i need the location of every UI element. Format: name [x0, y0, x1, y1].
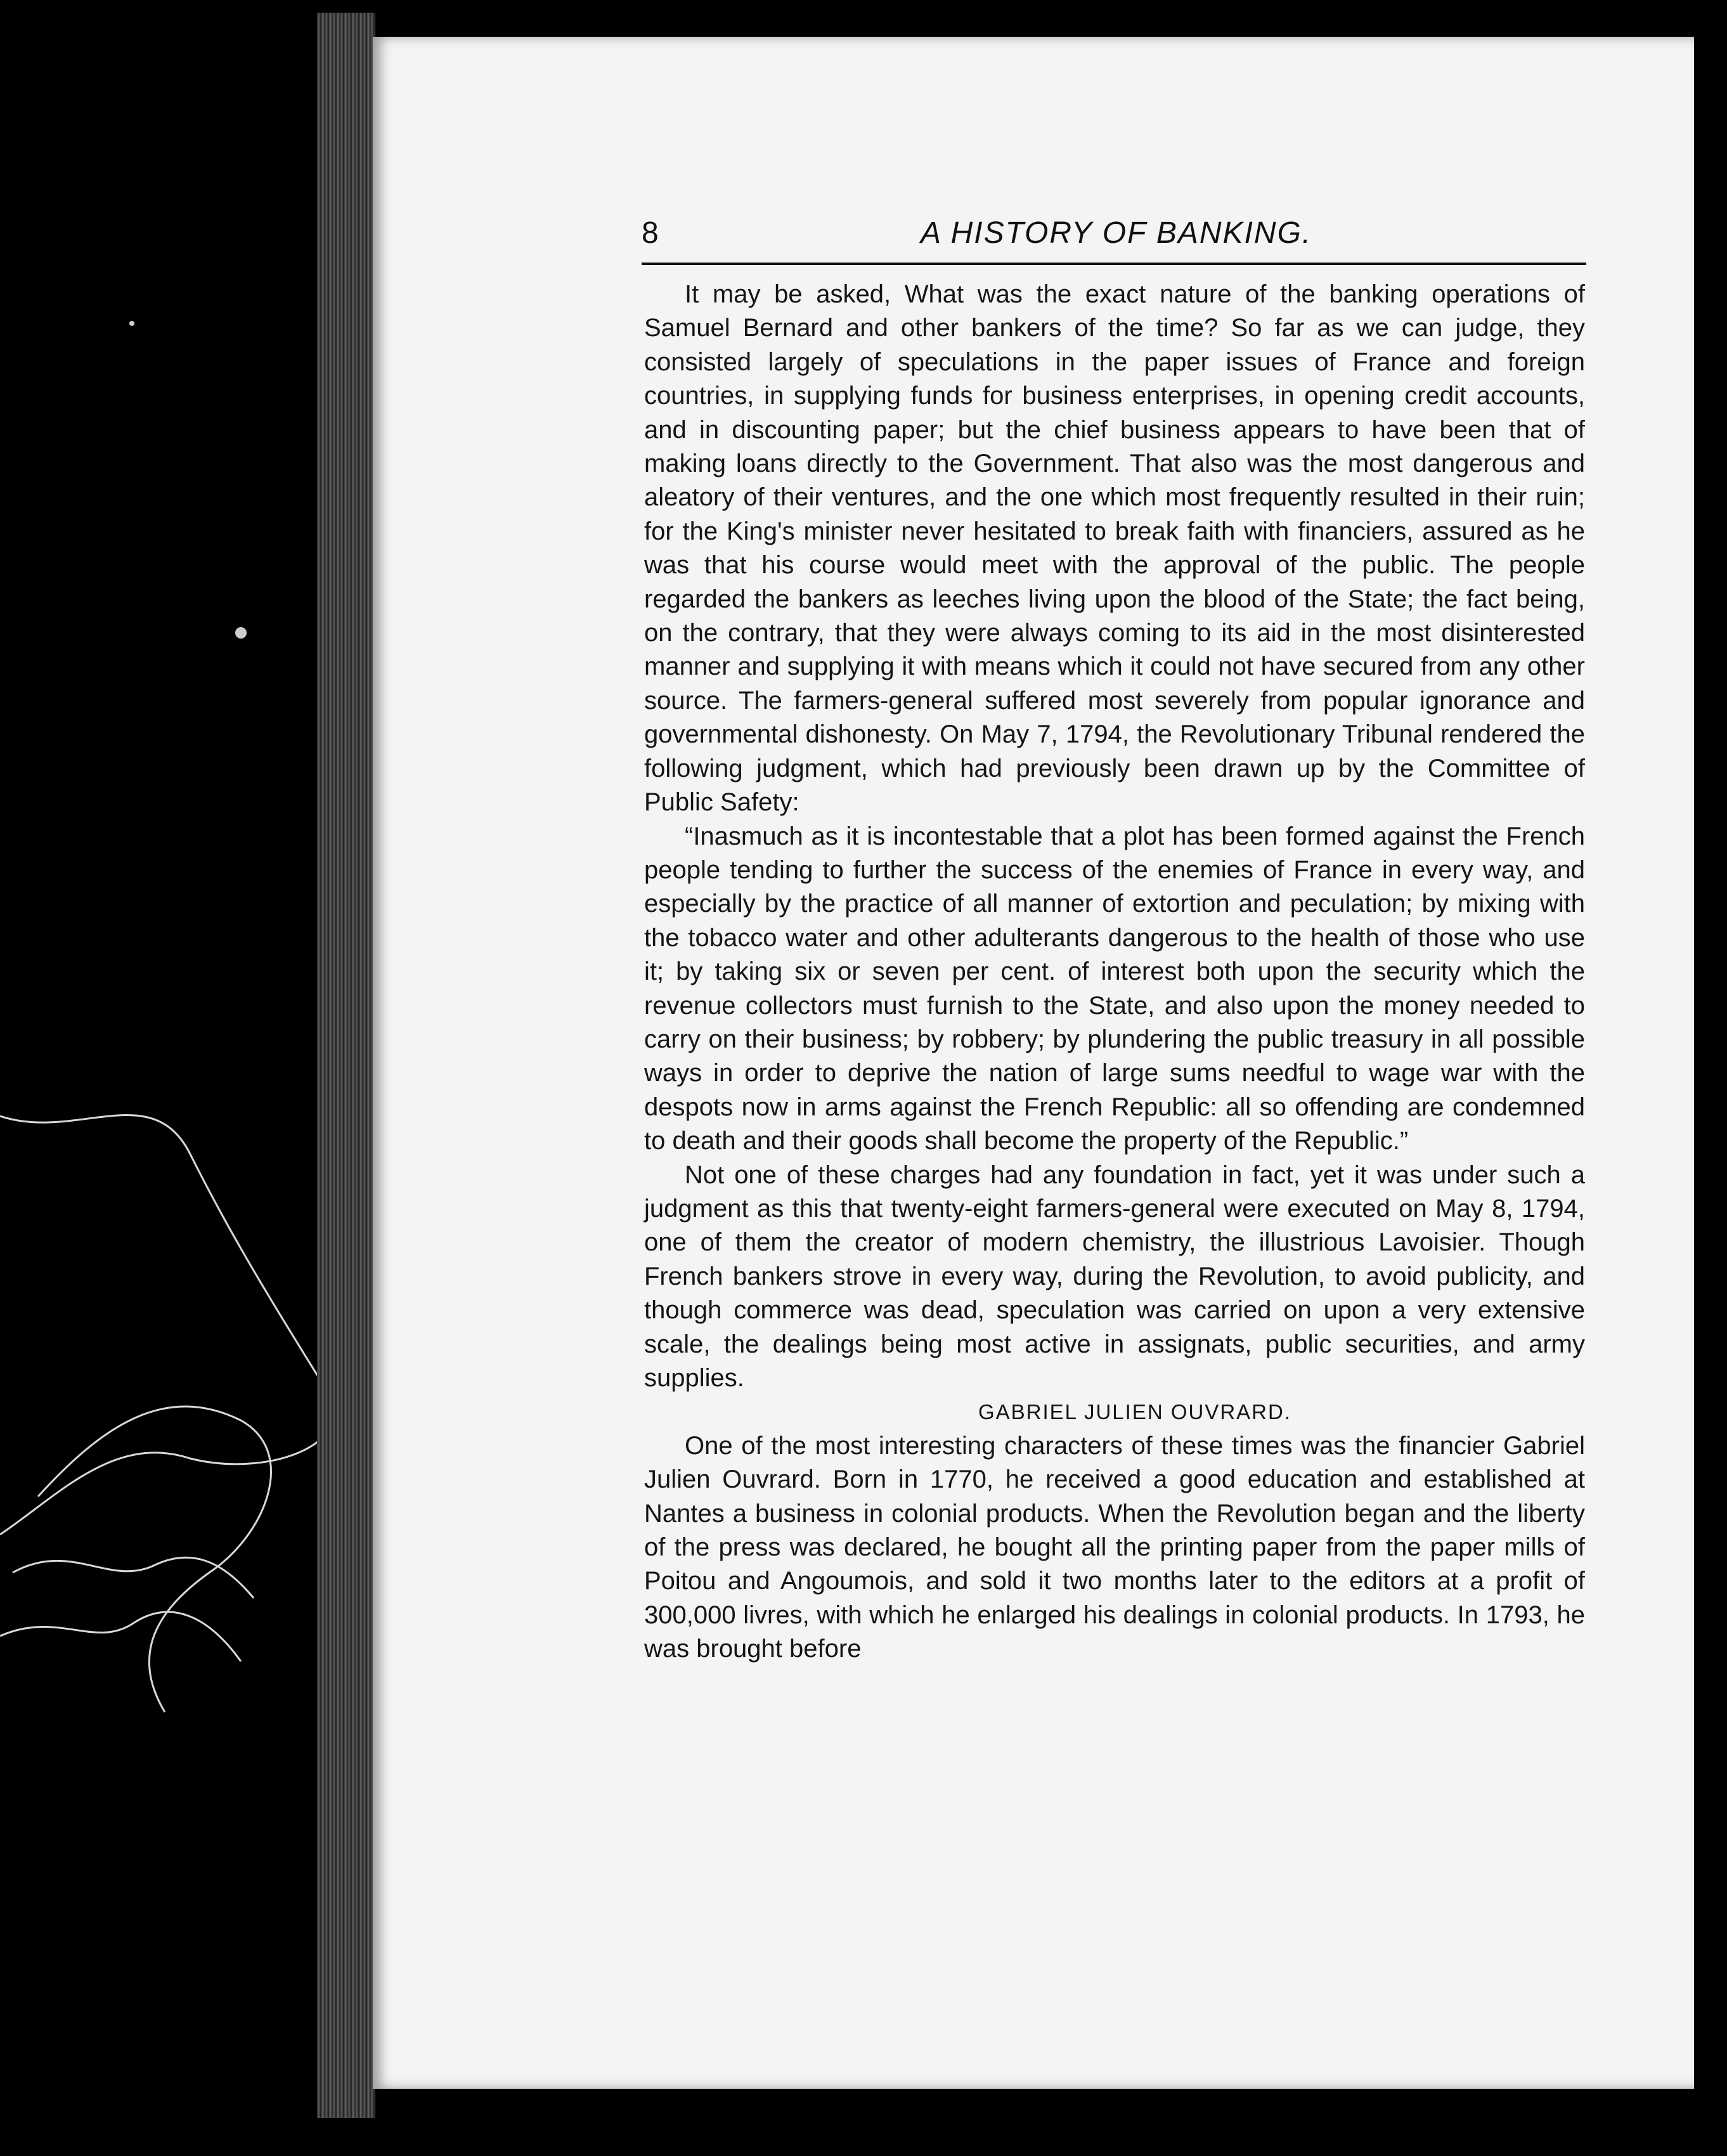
stray-thread-3: [0, 1612, 241, 1661]
head-rule: [642, 263, 1586, 265]
paragraph-quotation: “Inasmuch as it is incontestable that a plot has been formed against the French people tending to further the success of the enemies of France in every way, and especially by the practice of all manner of extortion and peculation; by mixing with the tobacco water and other adulterants dangerous to the health of those who use it; by taking six or seven per cent. of interest both upon the security which the revenue collectors must furnish to the State, and also upon the money needed to carry on their business; by robbery; by plundering the public treasury in all possible ways in order to deprive the nation of large sums needful to wage war with the despots now in arms against the French Republic: all so offending are condemned to death and their goods shall become the property of the Republic.”: [644, 822, 1585, 1155]
page-edge: [317, 13, 375, 2118]
debris-speck: [129, 321, 134, 326]
section-heading: GABRIEL JULIEN OUVRARD.: [978, 1400, 1292, 1424]
body-text: [644, 278, 1585, 1666]
paragraph-1: It may be asked, What was the exact nature of the banking operations of Samuel Bernard and other bankers of the time? So far as we can judge, they consisted largely of speculations in the paper issues of France and foreign countries, in supplying funds for business enterprises, in opening credit accounts, and in discounting paper; but the chief business appears to have been that of making loans directly to the Government. That also was the most dangerous and aleatory of their ventures, and the one which most frequently resulted in their ruin; for the King's minister never hesitated to break faith with financiers, assured as he was that his course would meet with the approval of the public. The people regarded the bankers as leeches living upon the blood of the State; the fact being, on the contrary, that they were always coming to its aid in the most disinterested manner and supplying it with means which it could not have secured from any other source. The farmers-general suffered most severely from popular ignorance and governmental dishonesty. On May 7, 1794, the Revolutionary Tribunal rendered the following judgment, which had previously been drawn up by the Committee of Public Safety:: [644, 280, 1585, 817]
paragraph-4: One of the most interesting characters of these times was the financier Gabriel Julien Ouvrard. Born in 1770, he received a good education and established at Nantes a business in colonial products. When the Revolution began and the liberty of the press was declared, he bought all the printing paper from the paper mills of Poitou and Angoumois, and sold it two months later to the editors at a profit of 300,000 livres, with which he enlarged his dealings in colonial products. In 1793, he was brought before: [644, 1431, 1585, 1663]
running-head: [642, 216, 1586, 261]
stray-thread-4: [13, 1557, 254, 1598]
page-number: 8: [642, 216, 659, 250]
stray-thread: [0, 1115, 334, 1535]
paragraph-3: Not one of these charges had any foundation in fact, yet it was under such a judgment as this that twenty-eight farmers-general were executed on May 8, 1794, one of them the creator of modern chemistry, the illustrious Lavoisier. Though French bankers strove in every way, during the Revolution, to avoid publicity, and though commerce was dead, speculation was carried on upon a very extensive scale, the dealings being most active in assignats, public securities, and army supplies.: [644, 1160, 1585, 1392]
running-title: A HISTORY OF BANKING.: [921, 216, 1312, 250]
debris-speck: [235, 627, 247, 639]
